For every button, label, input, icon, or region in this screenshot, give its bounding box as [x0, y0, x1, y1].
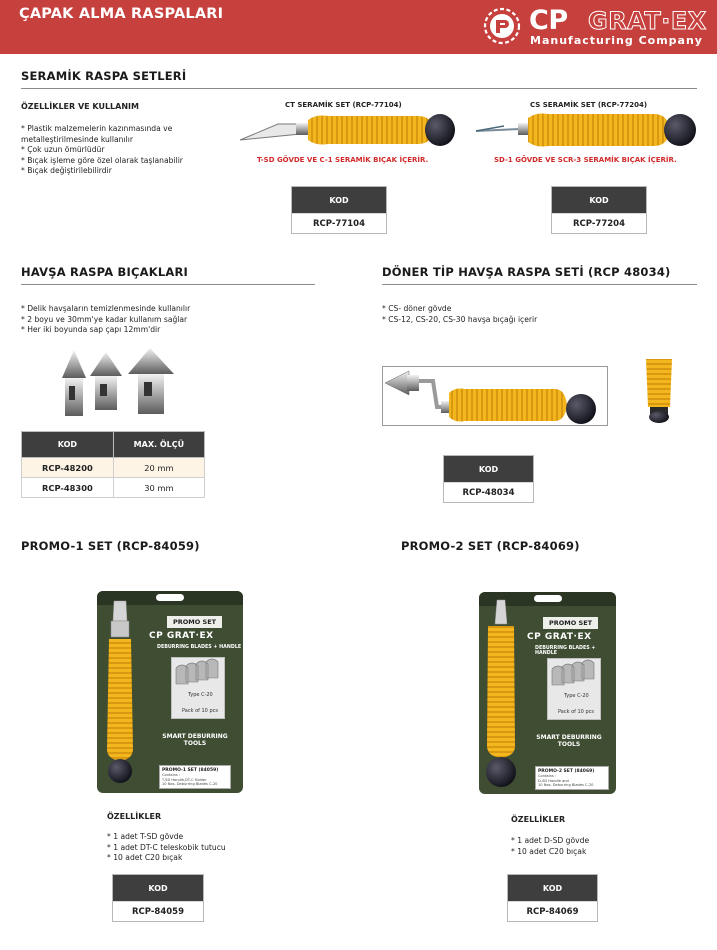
- promo1-card-sub: DEBURRING BLADES + HANDLE: [157, 645, 242, 650]
- ct-set-label: CT SERAMİK SET (RCP-77104): [285, 101, 402, 109]
- page-header: [0, 0, 717, 54]
- promo2-bullet: * 10 adet C20 bıçak: [511, 846, 587, 856]
- rotating-section-title: DÖNER TİP HAVŞA RASPA SETİ (RCP 48034): [382, 265, 671, 279]
- countersink-size-table: [21, 431, 205, 498]
- table-cell-kod: RCP-48300: [22, 478, 114, 498]
- table-cell-kod: RCP-48200: [22, 458, 114, 478]
- ceramic-bullet: * Bıçak değiştirilebilirdir: [21, 166, 112, 175]
- ceramic-section-title: SERAMİK RASPA SETLERİ: [21, 69, 187, 83]
- brand-logo: [482, 6, 706, 50]
- promo2-blade-type: Type C-20: [564, 693, 589, 699]
- countersink-section-title: HAVŞA RASPA BIÇAKLARI: [21, 265, 189, 279]
- promo2-badge: PROMO SET: [543, 617, 598, 629]
- ceramic-bullet: * Bıçak işleme göre özel olarak taşlanabilir: [21, 155, 183, 165]
- promo1-badge: PROMO SET: [167, 616, 222, 628]
- promo2-handle-image: [483, 598, 519, 792]
- code-value: RCP-48034: [444, 482, 533, 502]
- countersink-bullet: * 2 boyu ve 30mm'ye kadar kullanım sağlar: [21, 314, 188, 324]
- code-value: RCP-84069: [508, 901, 597, 921]
- ceramic-bullets: [21, 124, 183, 177]
- ceramic-features-heading: ÖZELLİKLER VE KULLANIM: [21, 102, 139, 111]
- promo1-bullet: * 1 adet DT-C teleskobik tutucu: [107, 842, 226, 852]
- promo2-card-sub: DEBURRING BLADES + HANDLE: [535, 646, 596, 656]
- promo2-package-image: [479, 592, 616, 794]
- logo-cp-text: CP: [529, 5, 568, 36]
- promo1-bullet: * 1 adet T-SD gövde: [107, 832, 184, 841]
- ceramic-bullet: metalleştirilmesinde kullanılır: [21, 134, 133, 144]
- blades-icon: [548, 659, 600, 689]
- ceramic-section-rule: [21, 88, 697, 89]
- promo1-card-brand: CP GRAT·EX: [149, 631, 214, 641]
- rotating-section-rule: [382, 284, 697, 285]
- table-header-max-size: MAX. ÖLÇÜ: [113, 432, 204, 458]
- table-header-row: [22, 432, 205, 458]
- promo1-blade-pack-count: Pack of 10 pcs: [182, 708, 218, 714]
- promo1-handle-image: [103, 599, 137, 789]
- code-value: RCP-77204: [552, 213, 646, 233]
- countersink-bullet: * Her iki boyunda sap çapı 12mm'dir: [21, 325, 161, 334]
- countersink-bullet: * Delik havşaların temizlenmesinde kullanılır: [21, 304, 191, 313]
- promo2-bullet: * 1 adet D-SD gövde: [511, 836, 590, 845]
- code-header: KOD: [508, 875, 597, 901]
- promo2-bullets: [511, 836, 589, 857]
- countersink-section-rule: [21, 284, 315, 285]
- code-header: KOD: [292, 187, 386, 213]
- ct-set-code-box: [291, 186, 387, 234]
- cs-set-note: SD-1 GÖVDE VE SCR-3 SERAMİK BIÇAK İÇERİR.: [494, 156, 677, 164]
- table-cell-size: 30 mm: [113, 478, 204, 498]
- countersink-blades-image: [58, 346, 178, 424]
- rotating-code-box: [443, 455, 534, 503]
- promo1-package-image: [97, 591, 243, 793]
- logo-subtitle: Manufacturing Company: [530, 34, 703, 47]
- rotating-tool-image: [383, 367, 607, 425]
- promo1-bullet: * 10 adet C20 bıçak: [107, 853, 183, 862]
- promo1-blade-pack: [171, 657, 225, 719]
- rotating-tool-frame: [382, 366, 608, 426]
- promo2-card-label: PROMO-2 SET (84069) Contains : D-SD Handle and 10 Nos. Deburring Blades C-20: [535, 766, 609, 790]
- cs-set-label: CS SERAMİK SET (RCP-77204): [530, 101, 648, 109]
- promo2-card-brand: CP GRAT·EX: [527, 632, 592, 642]
- promo1-code-box: [112, 874, 204, 922]
- rotating-bullets: [382, 304, 537, 325]
- table-cell-size: 20 mm: [113, 458, 204, 478]
- promo2-blade-pack: [547, 658, 601, 720]
- promo1-card-smart: SMART DEBURRING TOOLS: [162, 733, 228, 747]
- table-header-kod: KOD: [22, 432, 114, 458]
- promo1-bullets: [107, 832, 226, 864]
- ct-ceramic-tool-image: [238, 110, 458, 152]
- cs-set-code-box: [551, 186, 647, 234]
- code-header: KOD: [552, 187, 646, 213]
- countersink-bullets: [21, 304, 190, 336]
- logo-gear-icon: [482, 6, 522, 46]
- promo2-card-smart: SMART DEBURRING TOOLS: [536, 734, 602, 748]
- ceramic-bullet: * Çok uzun ömürlüdür: [21, 145, 105, 154]
- rotating-bullet: * CS-12, CS-20, CS-30 havşa bıçağı içerir: [382, 314, 538, 324]
- promo1-features-heading: ÖZELLİKLER: [107, 812, 162, 821]
- blades-icon: [172, 658, 224, 688]
- promo1-card-label: PROMO-1 SET (84059) Contains : T-SD Handle,DT-C Holder 10 Nos. Deburring Blades C-20: [159, 765, 231, 789]
- promo2-blade-pack-count: Pack of 10 pcs: [558, 709, 594, 715]
- table-row: [22, 458, 205, 478]
- rotating-bullet: * CS- döner gövde: [382, 304, 452, 313]
- rotating-handle-image: [636, 355, 680, 425]
- promo1-section-title: PROMO-1 SET (RCP-84059): [21, 539, 200, 553]
- cs-ceramic-tool-image: [474, 108, 700, 154]
- promo2-features-heading: ÖZELLİKLER: [511, 815, 566, 824]
- logo-gratex-text: GRAT·EX: [588, 7, 707, 35]
- code-header: KOD: [113, 875, 203, 901]
- ceramic-bullet: * Plastik malzemelerin kazınmasında ve: [21, 124, 173, 133]
- promo1-blade-type: Type C-20: [188, 692, 213, 698]
- code-value: RCP-77104: [292, 213, 386, 233]
- code-value: RCP-84059: [113, 901, 203, 921]
- promo2-section-title: PROMO-2 SET (RCP-84069): [401, 539, 580, 553]
- page-title: ÇAPAK ALMA RASPALARI: [19, 6, 224, 22]
- code-header: KOD: [444, 456, 533, 482]
- table-row: [22, 478, 205, 498]
- promo2-code-box: [507, 874, 598, 922]
- ct-set-note: T-SD GÖVDE VE C-1 SERAMİK BIÇAK İÇERİR.: [257, 156, 429, 164]
